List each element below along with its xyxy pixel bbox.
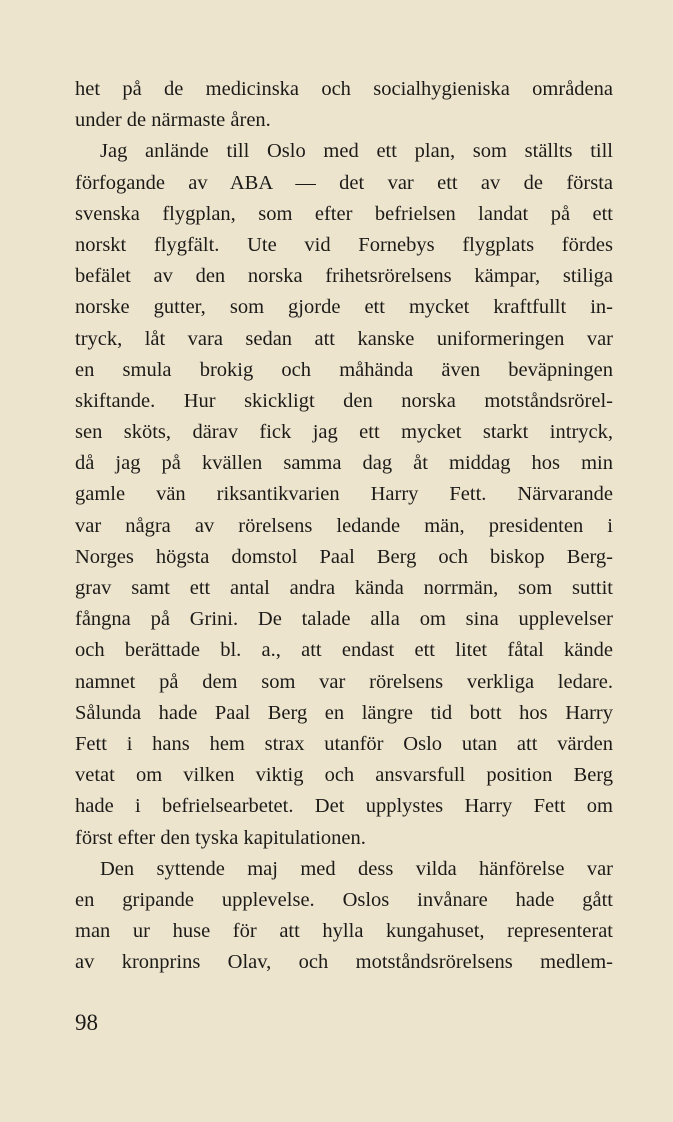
text-line: norskt flygfält. Ute vid Fornebys flygplats fördes bbox=[75, 233, 613, 256]
text-line: fångna på Grini. De talade alla om sina upplevelser bbox=[75, 608, 613, 631]
text-line: befälet av den norska frihetsrörelsens kämpar, stiliga bbox=[75, 265, 613, 288]
text-line: Norges högsta domstol Paal Berg och biskop Berg- bbox=[75, 545, 613, 568]
text-line: förfogande av ABA — det var ett av de första bbox=[75, 171, 613, 194]
text-line: skiftande. Hur skickligt den norska motståndsrörel- bbox=[75, 389, 613, 412]
body-text bbox=[75, 74, 613, 978]
text-line: het på de medicinska och socialhygieniska områdena bbox=[75, 78, 613, 100]
text-line: och berättade bl. a., att endast ett litet fåtal kände bbox=[75, 639, 613, 662]
text-line: man ur huse för att hylla kungahuset, representerat bbox=[75, 920, 613, 943]
text-line: norske gutter, som gjorde ett mycket kraftfullt in- bbox=[75, 296, 613, 319]
text-line: då jag på kvällen samma dag åt middag hos min bbox=[75, 452, 613, 475]
text-line: Den syttende maj med dess vilda hänförelse var bbox=[100, 857, 613, 880]
text-line: under de närmaste åren. bbox=[75, 109, 271, 132]
text-line: av kronprins Olav, och motståndsrörelsens medlem- bbox=[75, 951, 613, 974]
text-line: först efter den tyska kapitulationen. bbox=[75, 826, 366, 849]
text-line: Jag anlände till Oslo med ett plan, som ställts till bbox=[100, 140, 613, 163]
text-line: hade i befrielsearbetet. Det upplystes Harry Fett om bbox=[75, 795, 613, 818]
text-line: en gripande upplevelse. Oslos invånare hade gått bbox=[75, 888, 613, 911]
text-line: namnet på dem som var rörelsens verkliga ledare. bbox=[75, 670, 613, 693]
text-line: svenska flygplan, som efter befrielsen landat på ett bbox=[75, 202, 613, 225]
text-line: gamle vän riksantikvarien Harry Fett. Närvarande bbox=[75, 483, 613, 506]
page-number: 98 bbox=[75, 1010, 98, 1035]
text-line: Fett i hans hem strax utanför Oslo utan att värden bbox=[75, 732, 613, 755]
text-line: en smula brokig och måhända även beväpningen bbox=[75, 358, 613, 381]
text-line: var några av rörelsens ledande män, presidenten i bbox=[75, 514, 613, 537]
text-line: vetat om vilken viktig och ansvarsfull position Berg bbox=[75, 764, 613, 787]
text-line: sen sköts, därav fick jag ett mycket starkt intryck, bbox=[75, 421, 613, 444]
text-line: Sålunda hade Paal Berg en längre tid bott hos Harry bbox=[75, 701, 613, 724]
text-line: tryck, låt vara sedan att kanske uniformeringen var bbox=[75, 327, 613, 350]
text-line: grav samt ett antal andra kända norrmän, som suttit bbox=[75, 577, 613, 599]
